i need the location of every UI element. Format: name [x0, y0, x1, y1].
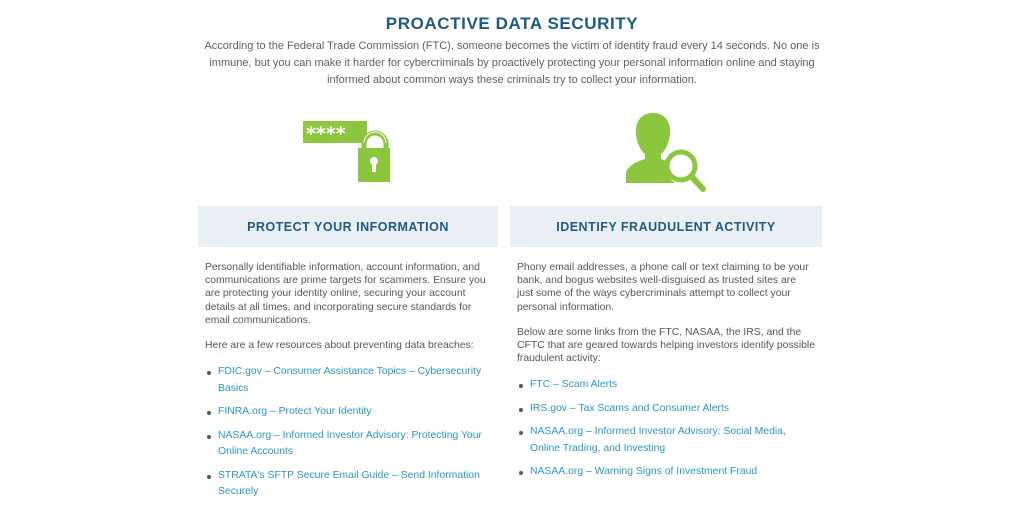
page-title: PROACTIVE DATA SECURITY	[385, 14, 639, 33]
list-item	[530, 424, 815, 457]
list-item	[530, 401, 815, 418]
nasaa-social-media-link[interactable]: NASAA.org – Informed Investor Advisory: Social Media, Online Trading, and Investing	[530, 426, 786, 454]
protect-resources-list	[205, 364, 491, 501]
protect-information-heading: PROTECT YOUR INFORMATION	[198, 206, 498, 247]
fraud-resources-list	[517, 377, 815, 481]
list-item	[218, 404, 491, 421]
nasaa-warning-signs-link[interactable]: NASAA.org – Warning Signs of Investment Fraud	[530, 466, 758, 478]
finra-protect-identity-link[interactable]: FINRA.org – Protect Your Identity	[218, 406, 372, 418]
protect-paragraph-2: Here are a few resources about preventing data breaches:	[205, 340, 474, 352]
fraud-paragraph-1: Phony email addresses, a phone call or text claiming to be your bank, and bogus websites well-disguised as trusted sites are just some of the ways cybercriminals attempt to collect your personal information.	[517, 262, 809, 313]
irs-tax-scams-link[interactable]: IRS.gov – Tax Scams and Consumer Alerts	[530, 402, 730, 414]
fraud-paragraph-2: Below are some links from the FTC, NASAA, the IRS, and the CFTC that are geared towards helping investors identify possible fraudulent activity:	[517, 326, 816, 365]
identify-fraud-heading: IDENTIFY FRAUDULENT ACTIVITY	[510, 206, 822, 247]
protect-information-section	[198, 206, 498, 508]
user-search-icon	[623, 111, 707, 193]
nasaa-online-accounts-link[interactable]: NASAA.org – Informed Investor Advisory: Protecting Your Online Accounts	[218, 429, 482, 458]
svg-text:****: ****	[306, 123, 346, 145]
fdic-cybersecurity-link[interactable]: FDIC.gov – Consumer Assistance Topics – Cybersecurity Basics	[218, 366, 482, 394]
ftc-scam-alerts-link[interactable]: FTC – Scam Alerts	[530, 379, 618, 391]
list-item	[218, 468, 491, 501]
identify-fraud-section	[510, 206, 822, 488]
list-item	[218, 364, 491, 397]
list-item	[530, 464, 815, 481]
list-item	[218, 428, 491, 461]
list-item	[530, 377, 815, 394]
intro-text: According to the Federal Trade Commission (FTC), someone becomes the victim of identity fraud every 14 seconds. No one is immune, but you can make it harder for cybercriminals by proactively protecting your personal information online and staying informed about common ways these criminals try to collect your information.	[204, 40, 820, 86]
protect-paragraph-1: Personally identifiable information, account information, and communications are prime targets for scammers. Ensure you are protecting your identity online, securing your account details at all times, and incorporating secure standards for email communications.	[205, 262, 486, 326]
strata-sftp-guide-link[interactable]: STRATA's SFTP Secure Email Guide – Send Information Securely	[218, 469, 480, 498]
password-lock-icon	[303, 121, 391, 183]
